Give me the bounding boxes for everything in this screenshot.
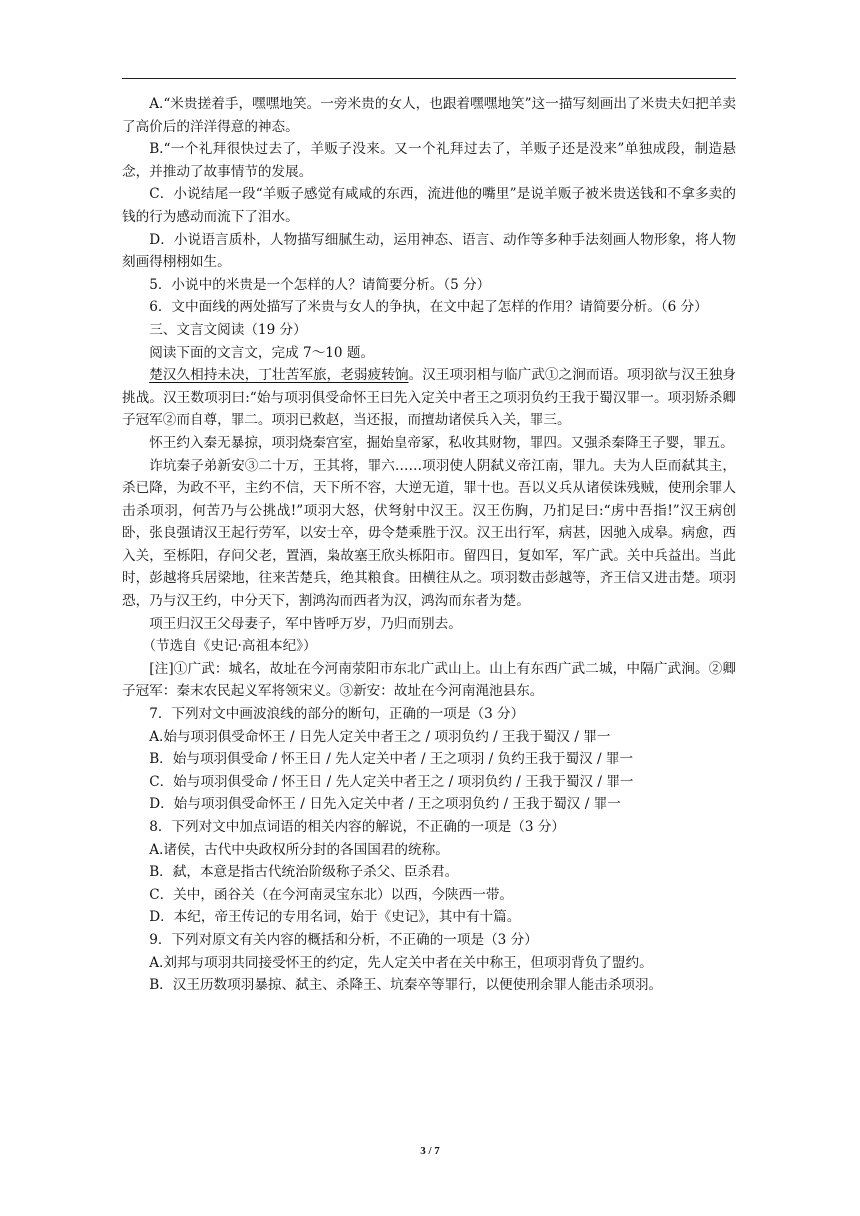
question-5: 5．小说中的米贵是一个怎样的人？请简要分析。（5 分） <box>149 276 491 293</box>
q7-option-d: D．始与项羽俱受命怀王 / 日先入定关中者 / 王之项羽负约 / 王我于蜀汉 / 罪一 <box>149 796 621 813</box>
q8-option-b: B．弑，本意是指古代统治阶级称子杀父、臣杀君。 <box>149 864 459 881</box>
q4-option-b: B.“一个礼拜很快过去了，羊贩子没来。又一个礼拜过去了，羊贩子还是没来”单独成段，制造悬念，并推动了故事情节的发展。 <box>122 141 736 180</box>
q4-option-d: D．小说语言质朴，人物描写细腻生动，运用神态、语言、动作等多种手法刻画人物形象，将人物刻画得栩栩如生。 <box>122 231 736 271</box>
q7-option-c: C．始与项羽俱受命 / 怀王日 / 先人定关中者王之 / 项羽负约 / 王我于蜀汉 / 罪一 <box>149 773 634 790</box>
passage-paragraph-2: 怀王约入秦无暴掠，项羽烧秦宫室，掘始皇帝冢，私收其财物，罪四。又强杀秦降王子婴，罪五。 <box>149 434 734 451</box>
section-3-intro: 阅读下面的文言文，完成 7～10 题。 <box>149 344 375 361</box>
passage-notes: [注]①广武：城名，故址在今河南荥阳市东北广武山上。山上有东西广武二城，中隔广武涧。②卿子冠军：秦末农民起义军将领宋义。③新安：故址在今河南渑池县东。 <box>122 660 736 700</box>
passage-paragraph-1 <box>122 364 736 432</box>
q8-option-c: C．关中，函谷关（在今河南灵宝东北）以西，今陕西一带。 <box>149 886 514 903</box>
q8-option-a: A.诸侯，古代中央政权所分封的各国国君的统称。 <box>149 841 449 858</box>
q9-option-b: B．汉王历数项羽暴掠、弑主、杀降王、坑秦卒等罪行，以便使刑余罪人能击杀项羽。 <box>149 977 663 994</box>
q7-option-a: A.始与项羽俱受命怀王 / 日先人定关中者王之 / 项羽负约 / 王我于蜀汉 / 罪一 <box>149 728 611 745</box>
q4-option-c: C．小说结尾一段“羊贩子感觉有咸咸的东西，流进他的嘴里”是说羊贩子被米贵送钱和不拿多卖的钱的行为感动而流下了泪水。 <box>122 186 736 225</box>
passage-paragraph-3: 诈坑秦子弟新安③二十万，王其将，罪六……项羽使人阴弑义帝江南，罪九。夫为人臣而弑其主，杀已降，为政不平，主约不信，天下所不容，大逆无道，罪十也。吾以义兵从诸侯诛残贼，使刑余罪人击杀项羽，何苦乃与公挑战!”项羽大怒，伏弩射中汉王。汉王伤胸，乃扪足曰:“虏中吾指!”汉王病创卧，张良强请汉王起行劳军，以安士卒，毋令楚乘胜于汉。汉王出行军，病甚，因驰入成皋。病愈，西入关，至栎阳，存问父老，置酒，枭故塞王欣头栎阳市。留四日，复如军，军广武。关中兵益出。当此时，彭越将兵居梁地，往来苦楚兵，绝其粮食。田横往从之。项羽数击彭越等，齐王信又进击楚。项羽恐，乃与汉王约，中分天下，割鸿沟而西者为汉，鸿沟而东者为楚。 <box>122 457 736 610</box>
page-number: 3 / 7 <box>420 1145 440 1157</box>
section-3-title: 三、文言文阅读（19 分） <box>149 321 307 338</box>
question-9-stem: 9．下列对原文有关内容的概括和分析，不正确的一项是（3 分） <box>149 931 538 948</box>
header-rule <box>122 78 736 79</box>
passage-paragraph-4: 项王归汉王父母妻子，军中皆呼万岁，乃归而别去。 <box>149 615 462 632</box>
question-8-stem: 8．下列对文中加点词语的相关内容的解说，不正确的一项是（3 分） <box>149 819 566 835</box>
underlined-sentence: 楚汉久相持未决，丁壮苦军旅，老弱疲转饷 <box>149 367 409 384</box>
question-6: 6．文中面线的两处描写了米贵与女人的争执，在文中起了怎样的作用？请简要分析。（6 分） <box>149 299 708 316</box>
passage-paragraph-1-rest: 。汉王项羽相与临广武①之涧而语。项羽欲与汉王独身挑战。汉王数项羽曰:“始与项羽俱受命怀王曰先入定关中者王之项羽负约王我于蜀汉罪一。项羽矫杀卿子冠军②而自尊，罪二。项羽已救赵，当还报，而擅劫诸侯兵入关，罪三。 <box>122 367 736 429</box>
q4-option-a: A.“米贵搓着手，嘿嘿地笑。一旁米贵的女人，也跟着嘿嘿地笑”这一描写刻画出了米贵夫妇把羊卖了高价后的洋洋得意的神态。 <box>122 96 736 135</box>
q7-option-b: B．始与项羽俱受命 / 怀王日 / 先人定关中者 / 王之项羽 / 负约王我于蜀汉 / 罪一 <box>149 751 634 768</box>
passage-source: （节选自《史记·高祖本纪》） <box>142 638 317 655</box>
page-content <box>122 93 736 997</box>
q9-option-a: A.刘邦与项羽共同接受怀王的约定，先人定关中者在关中称王，但项羽背负了盟约。 <box>149 954 653 971</box>
q8-option-d: D．本纪，帝王传记的专用名词，始于《史记》，其中有十篇。 <box>149 909 521 926</box>
question-7-stem: 7．下列对文中画波浪线的部分的断句，正确的一项是（3 分） <box>149 706 525 723</box>
